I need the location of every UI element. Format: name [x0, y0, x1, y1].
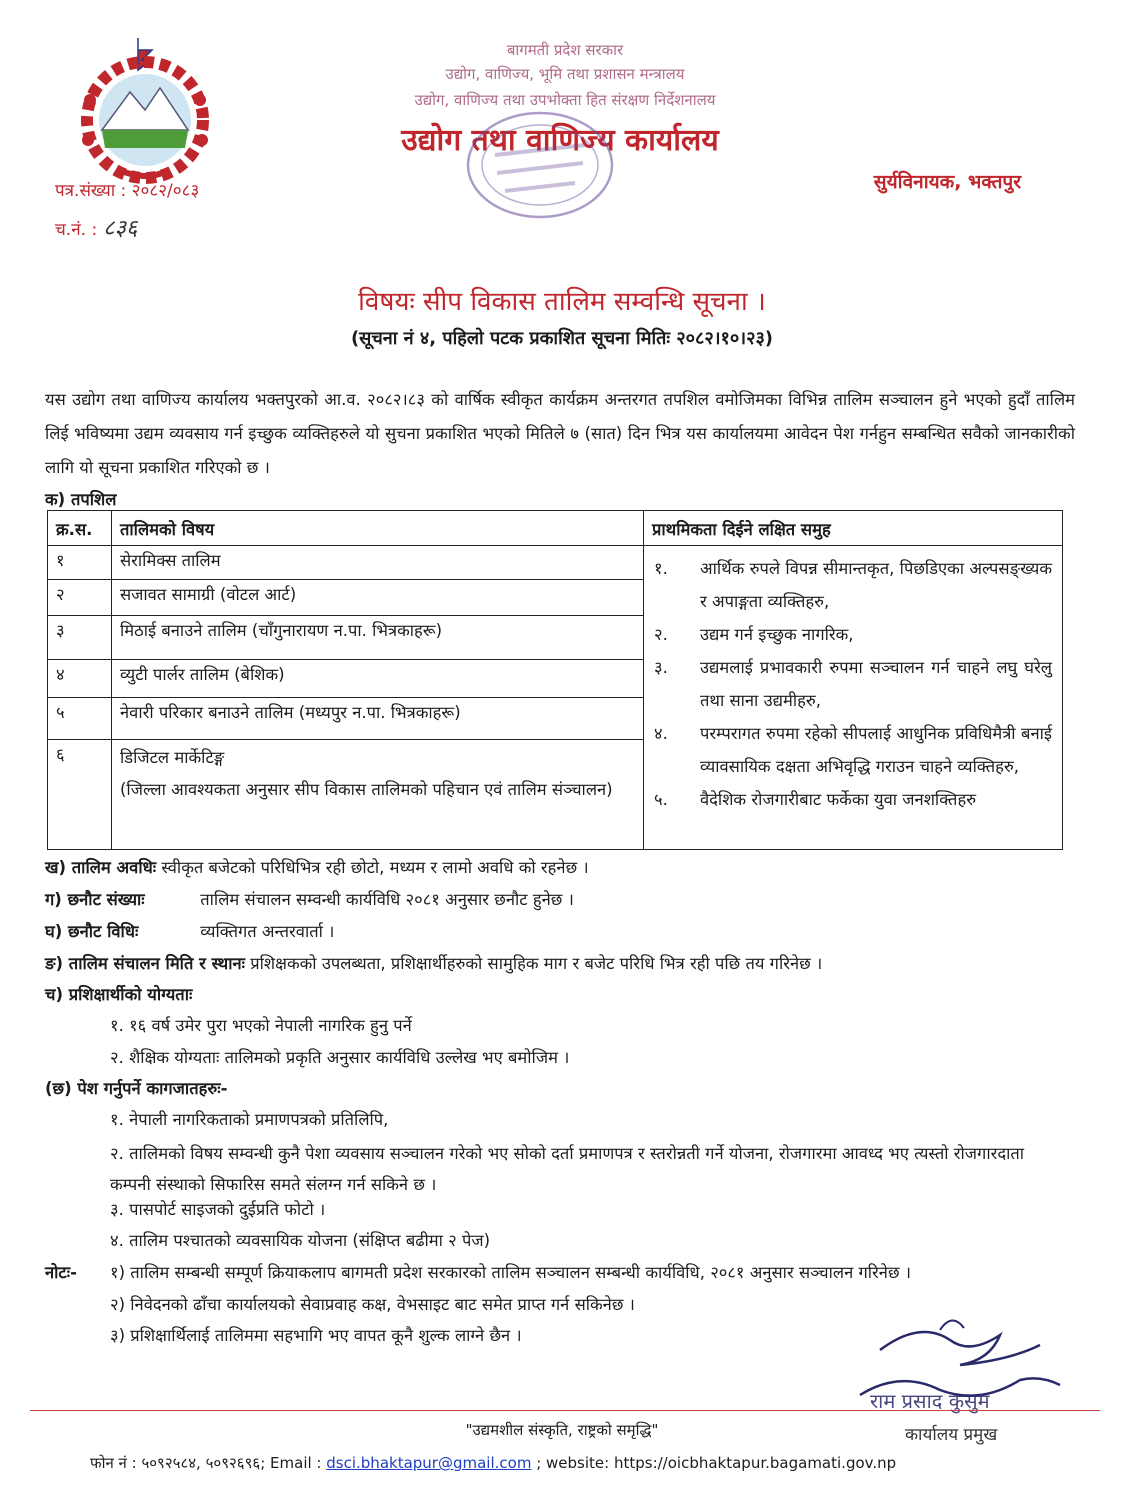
target-groups-cell — [644, 546, 1063, 850]
section-chha-label: (छ) पेश गर्नुपर्ने कागजातहरुः- — [45, 1079, 228, 1098]
row-sn: ५ — [48, 698, 112, 740]
footer-email-link[interactable]: dsci.bhaktapur@gmail.com — [326, 1454, 532, 1472]
footer-email-label: Email : — [270, 1454, 322, 1472]
row-topic: व्युटी पार्लर तालिम (बेशिक) — [112, 660, 644, 698]
header-line-2: उद्योग, वाणिज्य, भूमि तथा प्रशासन मन्त्रालय — [445, 65, 685, 83]
footer-contact — [90, 1453, 896, 1473]
header-line-1: बागमती प्रदेश सरकार — [506, 41, 624, 59]
target-group-item: २. उद्यम गर्न इच्छुक नागरिक, — [654, 625, 854, 644]
footer-phone: फोन नं : ५०९२५८४, ५०९२६९६; — [90, 1454, 266, 1472]
dispatch-number — [55, 212, 138, 242]
section-nga-text: प्रशिक्षकको उपलब्धता, प्रशिक्षार्थीहरुको सामुहिक माग र बजेट परिधि भित्र रही पछि तय गरिनेछ । — [250, 954, 823, 973]
row-sn: ३ — [48, 616, 112, 660]
row-sn: १ — [48, 546, 112, 580]
dispatch-number-value: ८३६ — [103, 216, 138, 241]
section-kha-text: स्वीकृत बजेटको परिधिभित्र रही छोटो, मध्यम र लामो अवधि को रहनेछ । — [161, 858, 589, 877]
row-topic-sub: (जिल्ला आवश्यकता अनुसार सीप विकास तालिमको पहिचान एवं तालिम संञ्चालन) — [120, 780, 613, 799]
training-table — [47, 510, 1063, 850]
target-group-item: १. आर्थिक रुपले विपन्न सीमान्तकृत, पिछडिएका अल्पसङ्ख्यक र अपाङ्गता व्यक्तिहरु, — [654, 559, 1052, 611]
col-header-groups: प्राथमिकता दिईने लक्षित समुह — [644, 511, 1063, 546]
dispatch-number-label: च.नं. : — [55, 220, 98, 240]
footer-website: ; website: https://oicbhaktapur.bagamati.gov.np — [536, 1454, 897, 1472]
row-topic-main: डिजिटल मार्केटिङ्ग — [120, 748, 225, 767]
section-ka-label: क) तपशिल — [45, 490, 117, 509]
office-name: उद्योग तथा वाणिज्य कार्यालय — [401, 123, 719, 158]
nepal-emblem-logo — [60, 30, 230, 190]
signatory-title: कार्यालय प्रमुख — [905, 1425, 998, 1445]
office-location: सुर्यविनायक, भक्तपुर — [873, 171, 1021, 193]
svg-text:राम प्रसाद कुसुम: राम प्रसाद कुसुम — [870, 1389, 990, 1413]
section-chha-item: २. तालिमको विषय सम्वन्धी कुनै पेशा व्यवसाय सञ्चालन गरेको भए सोको दर्ता प्रमाणपत्र र स्तरोन्नती गर्ने योजना, रोजगारमा आवध्द भए त्यस्तो रोजगारदाता कम्पनी संस्थाको सिफारिस समते संलग्न गर्न सकिने छ । — [110, 1144, 1025, 1194]
col-header-sn: क्र.स. — [48, 511, 112, 546]
section-kha — [45, 855, 589, 878]
col-header-topic: तालिमको विषय — [112, 511, 644, 546]
row-sn: ४ — [48, 660, 112, 698]
target-group-item: ३. उद्यमलाई प्रभावकारी रुपमा सञ्चालन गर्न चाहने लघु घरेलु तथा साना उद्यमीहरु, — [654, 658, 1052, 710]
section-chha-item: ३. पासपोर्ट साइजको दुईप्रति फोटो । — [110, 1200, 326, 1219]
row-topic: नेवारी परिकार बनाउने तालिम (मध्यपुर न.पा. भित्रकाहरू) — [112, 698, 644, 740]
subject-note: (सूचना नं ४, पहिलो पटक प्रकाशित सूचना मितिः २०८२।१०।२३) — [350, 328, 774, 349]
subject-title: विषयः सीप विकास तालिम सम्वन्धि सूचना । — [358, 287, 766, 317]
section-chha-item: ४. तालिम पश्चातको व्यवसायिक योजना (संक्षिप्त बढीमा २ पेज) — [110, 1231, 491, 1250]
header-line-3: उद्योग, वाणिज्य तथा उपभोक्ता हित संरक्षण निर्देशनालय — [414, 91, 716, 109]
section-ga — [45, 887, 574, 910]
target-group-item: ५. वैदेशिक रोजगारीबाट फर्केका युवा जनशक्तिहरु — [654, 790, 977, 809]
row-sn: २ — [48, 580, 112, 616]
section-cha-label: च) प्रशिक्षार्थीको योग्यताः — [45, 985, 193, 1004]
row-topic — [112, 740, 644, 850]
note-item: २) निवेदनको ढाँचा कार्यालयको सेवाप्रवाह कक्ष, वेभसाइट बाट समेत प्राप्त गर्न सकिनेछ । — [110, 1295, 635, 1314]
reference-number: पत्र.संख्या : २०८२/०८३ — [55, 181, 200, 201]
section-chha-item: १. नेपाली नागरिकताको प्रमाणपत्रको प्रतिलिपि, — [110, 1110, 389, 1129]
section-nga-label: ङ) तालिम संचालन मिति र स्थानः — [45, 954, 245, 973]
section-cha-item: २. शैक्षिक योग्यताः तालिमको प्रकृति अनुसार कार्यविधि उल्लेख भए बमोजिम । — [110, 1048, 570, 1067]
section-ga-label: ग) छनौट संख्याः — [45, 890, 145, 909]
section-cha-item: १. १६ वर्ष उमेर पुरा भएको नेपाली नागरिक हुनु पर्ने — [110, 1016, 412, 1035]
section-kha-label: ख) तालिम अवधिः — [45, 858, 157, 877]
row-topic: सजावत सामाग्री (वोटल आर्ट) — [112, 580, 644, 616]
row-topic: सेरामिक्स तालिम — [112, 546, 644, 580]
section-gha-label: घ) छनौट विधिः — [45, 922, 139, 941]
intro-paragraph: यस उद्योग तथा वाणिज्य कार्यालय भक्तपुरको आ.व. २०८२।८३ को वार्षिक स्वीकृत कार्यक्रम अन्तरगत तपशिल वमोजिमका विभिन्न तालिम सञ्चालन हुने भएको हुदाँ तालिम लिई भविष्यमा उद्यम व्यवसाय गर्न इच्छुक व्यक्तिहरुले यो सुचना प्रकाशित भएको मितिले ७ (सात) दिन भित्र यस कार्यालयमा आवेदन पेश गर्नहुन सम्बन्धित सवैको जानकारीको लागि यो सूचना प्रकाशित गरिएको छ । — [45, 390, 1075, 477]
signature-mark — [840, 1310, 1070, 1425]
row-topic: मिठाई बनाउने तालिम (चाँगुनारायण न.पा. भित्रकाहरू) — [112, 616, 644, 660]
row-sn: ६ — [48, 740, 112, 850]
footer-motto: "उद्यमशील संस्कृति, राष्ट्रको समृद्धि" — [465, 1421, 659, 1439]
notes-label: नोटः- — [45, 1263, 77, 1282]
section-gha — [45, 919, 334, 942]
table-header-row — [48, 511, 1063, 546]
footer-divider — [30, 1410, 1100, 1411]
office-stamp-seal — [455, 105, 625, 245]
section-nga — [45, 951, 822, 974]
target-group-item: ४. परम्परागत रुपमा रहेको सीपलाई आधुनिक प्रविधिमैत्री बनाई व्यावसायिक दक्षता अभिवृद्धि गराउन चाहने व्यक्तिहरु, — [654, 724, 1052, 776]
note-item: ३) प्रशिक्षार्थिलाई तालिममा सहभागि भए वापत कूनै शुल्क लाग्ने छैन । — [110, 1326, 522, 1345]
note-item: १) तालिम सम्बन्धी सम्पूर्ण क्रियाकलाप बागमती प्रदेश सरकारको तालिम सञ्चालन सम्बन्धी कार्यविधि, २०८१ अनुसार सञ्चालन गरिनेछ । — [110, 1263, 912, 1282]
section-gha-text: व्यक्तिगत अन्तरवार्ता । — [200, 922, 335, 941]
table-row — [48, 546, 1063, 580]
section-ga-text: तालिम संचालन सम्वन्धी कार्यविधि २०८१ अनुसार छनौट हुनेछ । — [200, 890, 574, 909]
